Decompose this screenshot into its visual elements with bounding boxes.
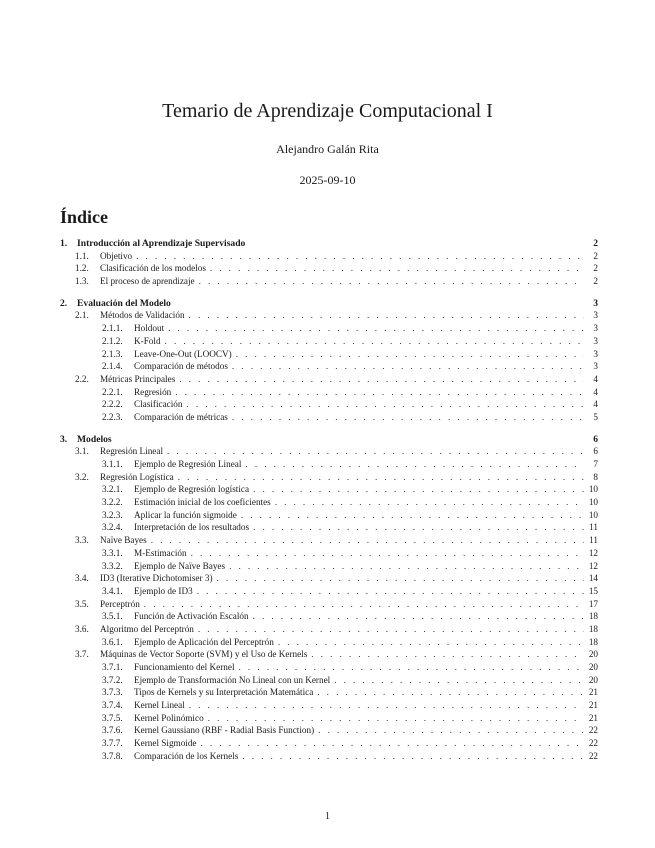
toc-entry[interactable] (60, 459, 598, 472)
toc-leader-dots (232, 361, 584, 371)
toc-entry-title: Evaluación del Modelo (77, 297, 171, 309)
toc-entry-number: 3.7.8. (102, 750, 123, 761)
toc-entry-number: 3.7.4. (102, 700, 123, 711)
toc-leader-dots (208, 713, 584, 723)
toc-entry-page: 18 (588, 636, 598, 647)
toc-entry-title: Naïve Bayes (100, 535, 147, 546)
toc-leader-dots (210, 263, 584, 273)
toc-entry-page: 7 (593, 459, 598, 469)
toc-entry-page: 10 (588, 509, 598, 520)
toc-entry-page: 2 (593, 250, 598, 261)
toc-leader-dots (189, 310, 584, 320)
page-number: 1 (325, 811, 330, 822)
toc-entry[interactable] (60, 298, 598, 311)
toc-leader-dots (197, 586, 584, 596)
toc-entry-page: 10 (588, 484, 598, 495)
toc-entry-title: Regresión Lineal (100, 446, 164, 457)
toc-entry-number: 2.2.3. (102, 411, 123, 422)
toc-entry-title: Comparación de métodos (134, 361, 228, 372)
toc-entry-number: 3.1. (75, 446, 89, 457)
toc-entry-page: 22 (588, 738, 598, 749)
toc-leader-dots (318, 725, 584, 735)
toc-entry-page: 21 (588, 700, 598, 711)
toc-entry-title: Clasificación de los modelos (100, 263, 206, 274)
toc-entry-title: Regresión Logística (100, 471, 174, 482)
toc-entry-title: Máquinas de Vector Soporte (SVM) y el Uso de Kernels (100, 649, 308, 660)
toc-leader-dots (189, 700, 584, 710)
toc-leader-dots (167, 446, 584, 456)
toc-entry-number: 3.7.3. (102, 687, 123, 698)
toc-entry-page: 20 (588, 662, 598, 672)
toc-entry[interactable] (60, 399, 598, 412)
toc-leader-dots (236, 349, 584, 359)
toc-leader-dots (198, 624, 584, 634)
toc-entry-number: 3.6.1. (102, 636, 123, 647)
toc-entry-page: 2 (593, 276, 598, 287)
toc-entry-number: 2.2. (75, 373, 89, 384)
table-of-contents (60, 238, 598, 764)
toc-entry[interactable] (60, 412, 598, 425)
document-author: Alejandro Galán Rita (276, 142, 379, 156)
toc-entry-number: 3.3.2. (102, 560, 123, 571)
toc-entry-title: El proceso de aprendizaje (100, 276, 195, 287)
toc-entry-number: 3.3. (75, 535, 89, 546)
toc-entry[interactable] (60, 446, 598, 459)
toc-entry-title: Kernel Gaussiano (RBF - Radial Basis Function) (134, 725, 315, 736)
toc-entry[interactable] (60, 586, 598, 599)
toc-entry-title: Kernel Sigmoide (134, 738, 197, 749)
toc-leader-dots (239, 662, 584, 672)
toc-entry-page: 22 (588, 750, 598, 761)
toc-entry[interactable] (60, 713, 598, 726)
toc-entry-page: 3 (593, 335, 598, 346)
toc-section-gap (60, 425, 598, 434)
toc-entry-page: 5 (593, 411, 598, 422)
toc-leader-dots (245, 459, 584, 469)
toc-leader-dots (253, 611, 584, 621)
toc-entry-number: 1. (60, 238, 68, 249)
toc-entry-title: Funcionamiento del Kernel (134, 662, 235, 672)
toc-entry-page: 14 (588, 573, 598, 584)
toc-leader-dots (278, 637, 584, 647)
toc-entry[interactable] (60, 675, 598, 688)
toc-entry[interactable] (60, 238, 598, 251)
toc-entry[interactable] (60, 434, 598, 447)
toc-entry-number: 3.7.1. (102, 662, 123, 672)
toc-leader-dots (199, 276, 584, 286)
toc-leader-dots (311, 649, 584, 659)
toc-entry-title: Regresión (134, 386, 172, 397)
toc-entry-number: 3.7.7. (102, 738, 123, 749)
toc-entry-number: 3.2.1. (102, 484, 123, 495)
toc-entry-title: Aplicar la función sigmoide (134, 509, 237, 520)
toc-entry-page: 3 (593, 323, 598, 334)
toc-entry-number: 3.6. (75, 623, 89, 634)
toc-leader-dots (253, 484, 584, 494)
toc-section-gap (60, 289, 598, 298)
toc-entry[interactable] (60, 624, 598, 637)
toc-heading: Índice (60, 207, 109, 227)
toc-leader-dots (168, 323, 584, 333)
toc-entry-number: 2.1.3. (102, 348, 123, 359)
toc-entry-title: Métodos de Validación (100, 310, 185, 321)
toc-entry-page: 8 (593, 471, 598, 482)
toc-entry-page: 3 (593, 361, 598, 372)
toc-entry[interactable] (60, 276, 598, 289)
toc-entry-title: Ejemplo de Naïve Bayes (134, 560, 226, 571)
toc-entry-page: 20 (588, 674, 598, 685)
toc-entry-title: Holdout (134, 323, 165, 334)
toc-entry-title: Ejemplo de Regresión logística (134, 484, 250, 495)
toc-entry-number: 2.1.4. (102, 361, 123, 372)
toc-entry-page: 3 (593, 310, 598, 321)
toc-entry-number: 2.2.1. (102, 386, 123, 397)
toc-leader-dots (179, 374, 584, 384)
toc-entry-number: 2. (60, 297, 68, 309)
toc-entry-number: 3.7.5. (102, 712, 123, 723)
toc-leader-dots (165, 336, 584, 346)
toc-entry-title: Ejemplo de Regresión Lineal (134, 459, 242, 469)
toc-entry-number: 3. (60, 433, 68, 445)
toc-leader-dots (253, 522, 584, 532)
toc-entry-title: Leave-One-Out (LOOCV) (134, 348, 232, 359)
toc-entry-number: 3.2. (75, 471, 89, 482)
toc-entry-title: Clasificación (134, 399, 183, 410)
toc-entry[interactable] (60, 700, 598, 713)
toc-leader-dots (317, 687, 584, 697)
toc-leader-dots (275, 497, 584, 507)
toc-entry-number: 3.2.4. (102, 522, 123, 533)
toc-leader-dots (229, 561, 584, 571)
toc-leader-dots (242, 751, 584, 761)
toc-entry-title: Perceptrón (100, 598, 140, 609)
toc-entry[interactable] (60, 251, 598, 264)
toc-entry-number: 3.7.6. (102, 725, 123, 736)
toc-entry-page: 2 (593, 238, 598, 249)
toc-leader-dots (151, 535, 584, 545)
toc-entry[interactable] (60, 374, 598, 387)
toc-entry-page: 20 (588, 649, 598, 660)
toc-entry-title: Algoritmo del Perceptrón (100, 623, 194, 634)
toc-entry[interactable] (60, 323, 598, 336)
toc-entry[interactable] (60, 573, 598, 586)
toc-leader-dots (217, 573, 584, 583)
toc-entry-page: 21 (588, 687, 598, 698)
toc-entry[interactable] (60, 522, 598, 535)
toc-entry-page: 11 (589, 535, 598, 546)
toc-leader-dots (201, 738, 584, 748)
toc-entry-number: 1.3. (75, 276, 89, 287)
toc-entry-number: 1.1. (75, 250, 89, 261)
toc-entry[interactable] (60, 349, 598, 362)
toc-entry-page: 15 (588, 585, 598, 596)
toc-leader-dots (175, 387, 584, 397)
toc-entry-page: 4 (593, 399, 598, 410)
toc-entry-number: 3.7.2. (102, 674, 123, 685)
toc-entry[interactable] (60, 649, 598, 662)
toc-entry-page: 12 (588, 560, 598, 571)
toc-entry-page: 18 (588, 623, 598, 634)
toc-leader-dots (136, 251, 584, 261)
toc-entry[interactable] (60, 387, 598, 400)
toc-entry-number: 2.1. (75, 310, 89, 321)
toc-entry-page: 17 (588, 598, 598, 609)
toc-entry-title: Kernel Lineal (134, 700, 185, 711)
toc-entry-number: 3.5. (75, 598, 89, 609)
toc-entry-title: Tipos de Kernels y su Interpretación Matemática (134, 687, 314, 698)
toc-entry-number: 3.5.1. (102, 611, 123, 622)
toc-entry-number: 3.3.1. (102, 547, 123, 558)
toc-entry-number: 3.2.2. (102, 497, 123, 508)
toc-entry-number: 3.4. (75, 573, 89, 584)
toc-entry[interactable] (60, 497, 598, 510)
toc-entry-page: 4 (593, 386, 598, 397)
toc-entry[interactable] (60, 561, 598, 574)
toc-entry-page: 11 (589, 522, 598, 533)
toc-leader-dots (178, 472, 584, 482)
toc-leader-dots (241, 510, 584, 520)
toc-entry-number: 2.1.2. (102, 335, 123, 346)
toc-entry-title: Ejemplo de ID3 (134, 585, 193, 596)
toc-entry-title: Comparación de métricas (134, 411, 228, 422)
toc-entry-title: Estimación inicial de los coeficientes (134, 497, 271, 508)
toc-entry-page: 12 (588, 547, 598, 558)
toc-entry-page: 4 (593, 373, 598, 384)
toc-entry[interactable] (60, 484, 598, 497)
toc-entry-title: Ejemplo de Aplicación del Perceptrón (134, 636, 274, 647)
toc-entry[interactable] (60, 336, 598, 349)
toc-entry-title: Interpretación de los resultados (134, 522, 250, 533)
toc-entry-page: 3 (593, 297, 598, 309)
toc-entry-number: 3.7. (75, 649, 89, 660)
toc-entry-page: 6 (593, 433, 598, 445)
toc-entry[interactable] (60, 637, 598, 650)
toc-entry-number: 2.2.2. (102, 399, 123, 410)
toc-entry[interactable] (60, 510, 598, 523)
toc-entry-page: 18 (588, 611, 598, 622)
toc-leader-dots (191, 548, 584, 558)
toc-entry-number: 3.2.3. (102, 509, 123, 520)
toc-entry-page: 3 (593, 348, 598, 359)
toc-entry-page: 6 (593, 446, 598, 457)
toc-entry[interactable] (60, 535, 598, 548)
toc-entry[interactable] (60, 263, 598, 276)
toc-entry-number: 3.1.1. (102, 459, 123, 469)
toc-entry-title: ID3 (Iterative Dichotomiser 3) (100, 573, 213, 584)
toc-entry-number: 1.2. (75, 263, 89, 274)
toc-entry-page: 21 (588, 712, 598, 723)
toc-entry-title: Métricas Principales (100, 373, 176, 384)
toc-entry-title: Función de Activación Escalón (134, 611, 249, 622)
toc-entry[interactable] (60, 599, 598, 612)
toc-leader-dots (232, 412, 584, 422)
toc-leader-dots (186, 399, 584, 409)
toc-entry[interactable] (60, 687, 598, 700)
toc-entry[interactable] (60, 310, 598, 323)
toc-entry[interactable] (60, 611, 598, 624)
toc-entry-number: 2.1.1. (102, 323, 123, 334)
toc-entry[interactable] (60, 725, 598, 738)
toc-entry-title: K-Fold (134, 335, 161, 346)
toc-entry-page: 10 (588, 497, 598, 508)
toc-entry[interactable] (60, 662, 598, 675)
document-title: Temario de Aprendizaje Computacional I (162, 100, 493, 122)
toc-entry-title: Kernel Polinómico (134, 712, 204, 723)
toc-entry[interactable] (60, 472, 598, 485)
toc-entry[interactable] (60, 548, 598, 561)
toc-entry[interactable] (60, 738, 598, 751)
toc-entry-title: Modelos (77, 433, 112, 445)
toc-entry-title: M-Estimación (134, 547, 187, 558)
document-date: 2025-09-10 (299, 173, 356, 187)
toc-entry-title: Introducción al Aprendizaje Supervisado (77, 238, 246, 249)
toc-leader-dots (334, 675, 584, 685)
toc-entry-number: 3.4.1. (102, 585, 123, 596)
toc-entry-title: Comparación de los Kernels (134, 750, 239, 761)
toc-leader-dots (144, 599, 584, 609)
toc-entry-title: Objetivo (100, 250, 133, 261)
toc-entry[interactable] (60, 751, 598, 764)
toc-entry-page: 22 (588, 725, 598, 736)
toc-entry-title: Ejemplo de Transformación No Lineal con un Kernel (134, 674, 331, 685)
toc-entry-page: 2 (593, 263, 598, 274)
toc-entry[interactable] (60, 361, 598, 374)
